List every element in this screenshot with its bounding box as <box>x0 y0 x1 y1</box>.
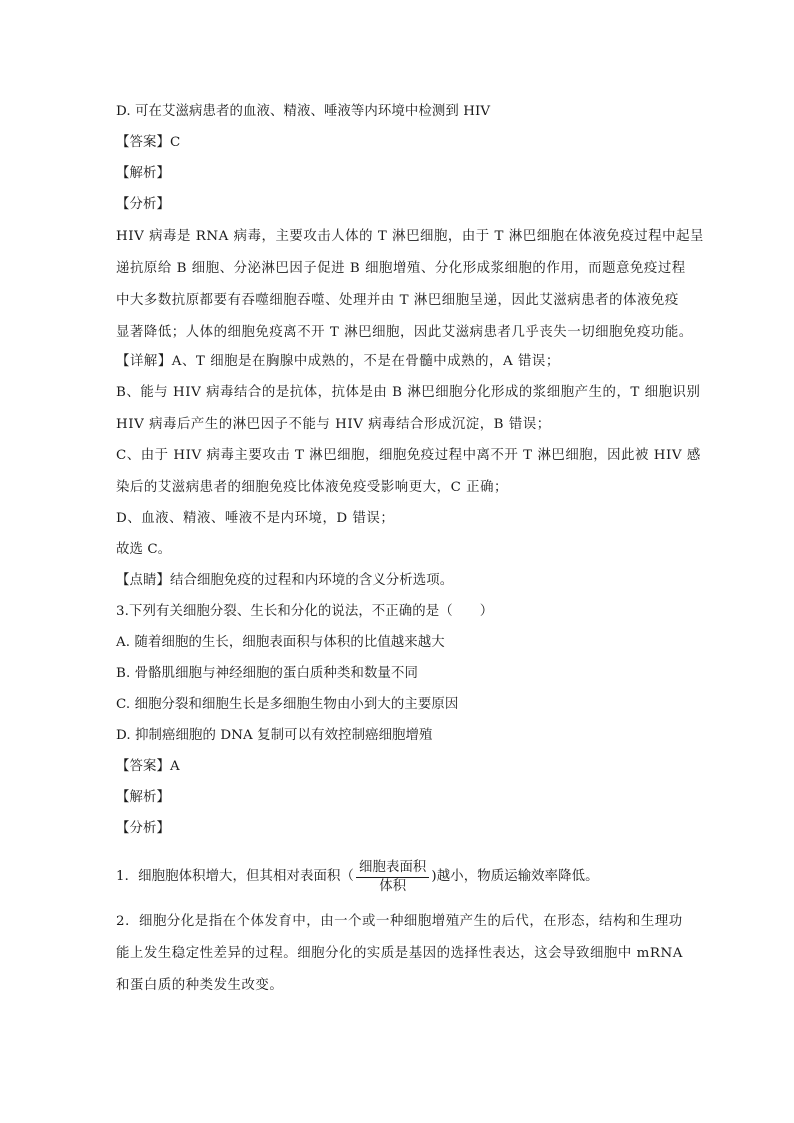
fraction-numerator: 细胞表面积 <box>356 859 429 878</box>
detail-d: D、血液、精液、唾液不是内环境，D 错误； <box>116 511 395 526</box>
detail-b <box>116 383 701 447</box>
answer-label: 【答案】C <box>116 135 181 150</box>
question-3-option-d: D. 抑制癌细胞的 DNA 复制可以有效控制癌细胞增殖 <box>116 728 433 743</box>
paragraph-line: 染后的艾滋病患者的细胞免疫比体液免疫受影响更大，C 正确； <box>116 480 508 495</box>
paragraph-line: 中大多数抗原都要有吞噬细胞吞噬、处理并由 T 淋巴细胞呈递，因此艾滋病患者的体液免疫 <box>116 293 679 308</box>
fraction-prefix: 1．细胞胞体积增大，但其相对表面积（ <box>116 869 354 884</box>
explanation-label-2: 【解析】 <box>116 790 170 805</box>
paragraph-line: 和蛋白质的种类发生改变。 <box>116 978 284 993</box>
question-3-option-b: B. 骨骼肌细胞与神经细胞的蛋白质种类和数量不同 <box>116 666 418 681</box>
detail-c <box>116 446 701 510</box>
question-3: 3.下列有关细胞分裂、生长和分化的说法，不正确的是（ ） <box>116 604 494 619</box>
question-3-option-c: C. 细胞分裂和细胞生长是多细胞生物由小到大的主要原因 <box>116 697 459 712</box>
paragraph-line: B、能与 HIV 病毒结合的是抗体，抗体是由 B 淋巴细胞分化形成的浆细胞产生的，T 细胞识别 <box>116 385 701 400</box>
fraction <box>356 859 429 896</box>
paragraph-line: HIV 病毒是 RNA 病毒，主要攻击人体的 T 淋巴细胞，由于 T 淋巴细胞在体液免疫过程中起呈 <box>116 229 704 244</box>
analysis-label: 【分析】 <box>116 197 170 212</box>
detail-a: 【详解】A、T 细胞是在胸腺中成熟的，不是在骨髓中成熟的，A 错误； <box>116 354 560 369</box>
paragraph-line: HIV 病毒后产生的淋巴因子不能与 HIV 病毒结合形成沉淀，B 错误； <box>116 417 551 432</box>
answer-label-2: 【答案】A <box>116 759 180 774</box>
fraction-line <box>116 857 684 897</box>
option-d-previous: D. 可在艾滋病患者的血液、精液、唾液等内环境中检测到 HIV <box>116 104 491 119</box>
differentiation-paragraph <box>116 912 688 1008</box>
paragraph-line: 2．细胞分化是指在个体发育中，由一个或一种细胞增殖产生的后代，在形态，结构和生理功 <box>116 914 683 929</box>
paragraph-line: 能上发生稳定性差异的过程。细胞分化的实质是基因的选择性表达，这会导致细胞中 mRNA <box>116 946 683 961</box>
explanation-label: 【解析】 <box>116 166 170 181</box>
paragraph-line: 递抗原给 B 细胞、分泌淋巴因子促进 B 细胞增殖、分化形成浆细胞的作用，而题意免疫过程 <box>116 261 686 276</box>
analysis-label-2: 【分析】 <box>116 821 170 836</box>
paragraph-line: C、由于 HIV 病毒主要攻击 T 淋巴细胞，细胞免疫过程中离不开 T 淋巴细胞，因此被 HIV 感 <box>116 448 701 463</box>
choose-answer: 故选 C。 <box>116 542 172 557</box>
key-point: 【点睛】结合细胞免疫的过程和内环境的含义分析选项。 <box>116 573 454 588</box>
analysis-paragraph <box>116 227 704 355</box>
paragraph-line: 显著降低；人体的细胞免疫离不开 T 淋巴细胞，因此艾滋病患者几乎丧失一切细胞免疫功能。 <box>116 325 693 340</box>
fraction-suffix: )越小，物质运输效率降低。 <box>431 869 599 884</box>
question-3-option-a: A. 随着细胞的生长，细胞表面积与体积的比值越来越大 <box>116 635 445 650</box>
fraction-denominator: 体积 <box>379 878 407 894</box>
